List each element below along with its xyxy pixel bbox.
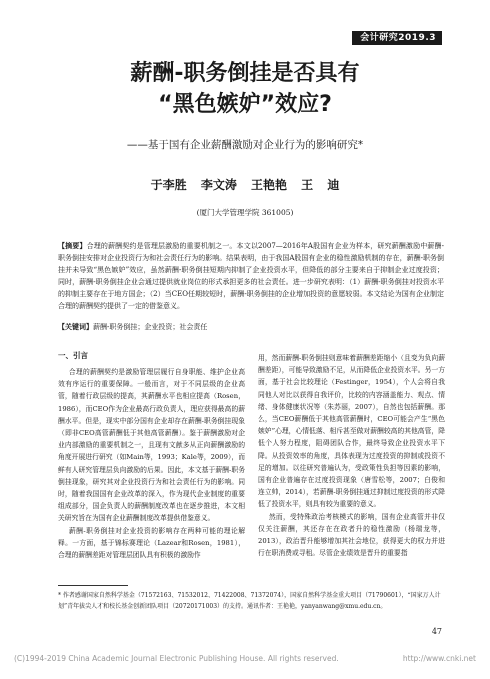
article-title-line-2: “黑色嫉妒”效应? [158,92,332,117]
abstract-text: 合理的薪酬契约是管理层激励的重要机制之一。本文以2007—2016年A股国有企业为样本，研究薪酬激励中薪酬-职务倒挂安排对企业投资行为和社会责任行为的影响。结果表明，由于我国A股国有企业的稳性激励机制的存在，薪酬-职务倒挂并未导致“黑色嫉妒”效应，虽然薪酬-职务倒挂短期内抑制了企业投资水平，但降低的部分主要来自于抑制企业过度投资；同时，薪酬-职务倒挂企业会通过提供就业岗位的形式承担更多的社会责任。进一步研究表明：（1）薪酬-职务倒挂对投资水平的抑制主要存在于地方国企；（2）当CEO任期较短时，薪酬-职务倒挂的企业增加投资的意愿较弱。本文结论为国有企业制定合理的薪酬契约提供了一定的借鉴意义。 [58,242,444,310]
body-paragraph: 薪酬-职务倒挂对企业投资的影响存在两种可能的理论解释。一方面，基于锦标赛理论（Lazear和Rosen，1981），合理的薪酬差距对管理层团队具有积极的激励作 [58,526,245,560]
abstract [58,240,444,312]
copyright-text: (C)1994-2019 China Academic Journal Electronic Publishing House. All rights reserved. [14,654,339,663]
footer-url: http://www.cnki.net [402,654,476,663]
body-column-left [58,350,245,561]
body-paragraph: 合理的薪酬契约是激励管理层履行自身职能、维护企业高效有序运行的重要保障。一般而言，对于不同层级的企业高管，随着行政层级的提高，其薪酬水平也相应提高（Rosen，1986），而CEO作为企业最高行政负责人，理应获得最高的薪酬水平。但是，现实中部分国有企业却存在薪酬-职务倒挂现象（即非CEO高管薪酬低于其他高管薪酬）。鉴于薪酬激励对企业内部激励的重要机制之一，且现有文献多从正向薪酬激励的角度开展进行研究（如Main等，1993；Kale等，2009），而鲜有人研究管理层负向激励的后果。因此，本文基于薪酬-职务倒挂现象，研究其对企业投资行为和社会责任行为的影响。同时，随着我国国有企业改革的深入，作为现代企业制度的重要组成部分，国企负责人的薪酬制度改革也在逐步推进，本文相关研究旨在为国有企业薪酬制度改革提供借鉴意义。 [58,368,245,523]
body-paragraph: 用，然而薪酬-职务倒挂则意味着薪酬差距缩小（且变为负向薪酬差距），可能导致激励不足，从而降低企业投资水平。另一方面，基于社会比较理论（Festinger，1954），个人会将自我同他人对比以获得自我评价，比较的内容涵盖能力、观点、情绪、身体健康状况等（朱苏丽，2007），自然也包括薪酬。那么，当CEO薪酬低于其他高管薪酬时，CEO可能会产生“黑色嫉妒”心理，心情低落、相斥甚至做对薪酬较高的其他高管，降低个人努力程度，阻碍团队合作，最终导致企业投资水平下降。从投资效率的角度，具体表现为过度投资的抑制或投资不足的增加。以往研究普遍认为，受政策性负担等因素的影响，国有企业普遍存在过度投资现象（唐雪松等，2007；白俊和连立帅，2014），若薪酬-职务倒挂通过抑制过度投资的形式降低了投资水平，则具有较为重要的意义。 [258,354,445,509]
affiliation: (厦门大学管理学院 361005) [196,208,294,217]
abstract-label: 【摘要】 [58,242,87,250]
keywords [58,321,444,333]
article-subtitle: ——基于国有企业薪酬激励对企业行为的影响研究* [126,139,364,151]
author-list: 于李胜 李文涛 王艳艳 王 迪 [150,178,340,192]
footnote-divider [58,585,128,586]
article-title-line-1: 薪酬-职务倒挂是否具有 [130,61,360,86]
page-number: 47 [431,627,442,636]
body-paragraph: 然而，受特殊政治考核模式的影响，国有企业高管并非仅仅关注薪酬，其还存在在政者升的稳性激励（杨瑞龙等，2013），政治晋升能够增加其社会地位，获得更大的权力并进行在职消费或寻租。尽管企业绩效是晋升的重要指 [258,512,445,558]
section-heading: 一、引言 [58,351,88,360]
copyright-footer [14,654,476,663]
keywords-label: 【关键词】 [58,323,93,331]
journal-issue-tag: 会计研究2019.3 [352,31,442,45]
keywords-text: 薪酬-职务倒挂；企业投资；社会责任 [93,323,208,331]
body-column-right [258,352,445,559]
footnote: * 作者感谢国家自然科学基金（71572163、71532012、71422008、71372074），国家自然科学基金重大项目（71790601），“国家万人计划”青年拔尖人才和校长基金创新团队项目（20720171003）的支持。通讯作者：王艳艳，yanyanwang@xmu.edu.cn。 [58,592,441,610]
